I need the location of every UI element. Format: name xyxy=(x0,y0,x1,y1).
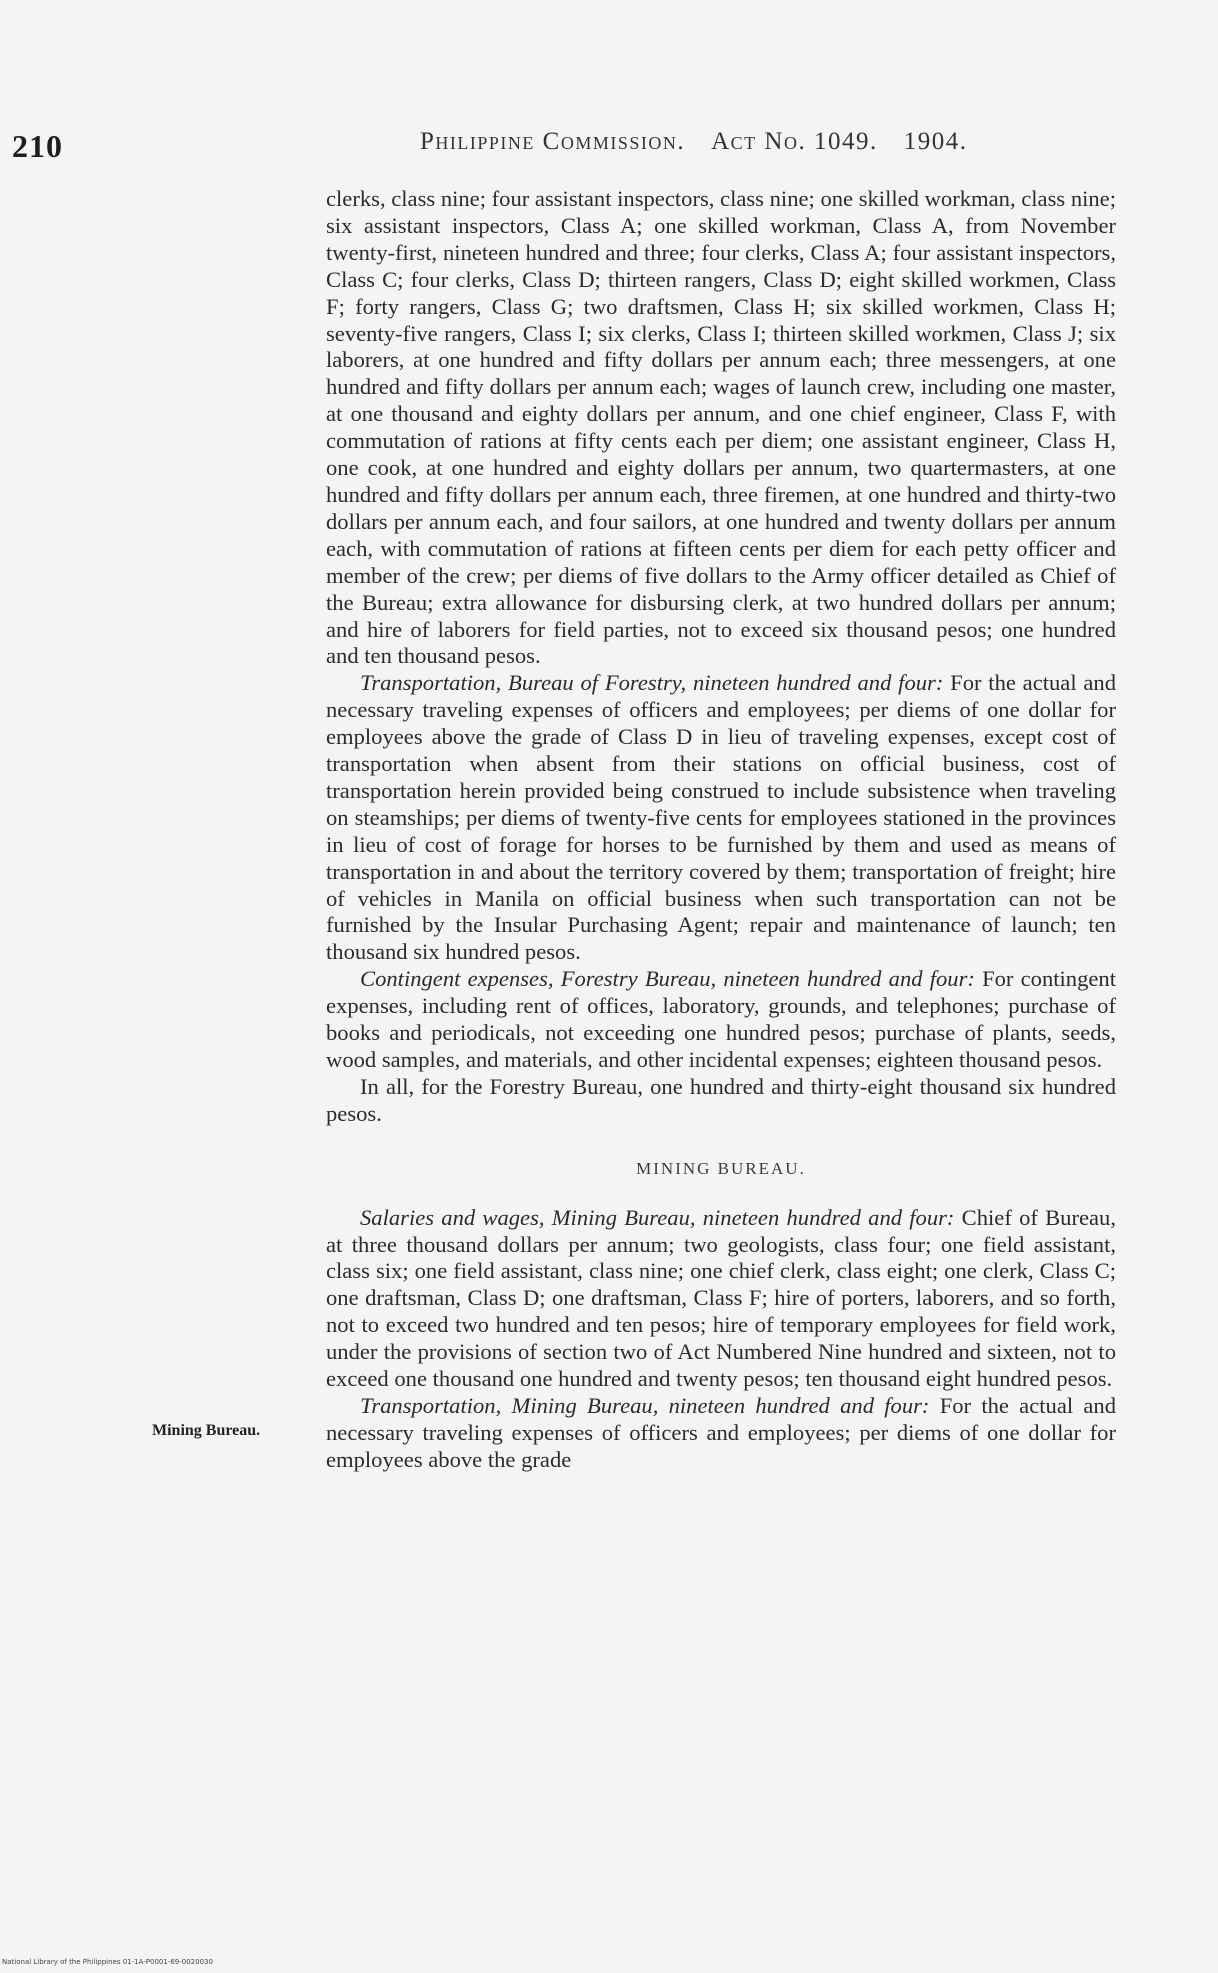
paragraph-forestry-transportation xyxy=(326,670,1116,966)
paragraph-title: Contingent expenses, Forestry Bureau, nineteen hundred and four: xyxy=(360,966,975,992)
paragraph-forestry-contingent xyxy=(326,966,1116,1074)
paragraph-mining-transportation xyxy=(326,1393,1116,1474)
paragraph-mining-salaries xyxy=(326,1205,1116,1393)
paragraph-body: For the actual and necessary traveling expenses of officers and employees; per diems of one dollar for employees above the grade xyxy=(326,1392,1116,1472)
margin-note-mining-bureau: Mining Bureau. xyxy=(152,1422,261,1439)
paragraph-title: Transportation, Bureau of Forestry, nineteen hundred and four: xyxy=(360,670,944,696)
year: 1904. xyxy=(903,128,968,155)
paragraph-title: Transportation, Mining Bureau, nineteen hundred and four: xyxy=(360,1392,930,1418)
paragraph-body: For the actual and necessary traveling expenses of officers and employees; per diems of one dollar for employees above the grade of Class D in lieu of traveling expenses, except cost of transportation when absent from their stations on official business, cost of transportation herein provided being construed to include subsistence when traveling on steamships; per diems of twenty-five cents for employees stationed in the provinces in lieu of cost of forage for horses to be furnished by them and used as means of transportation in and about the territory covered by them; transportation of freight; hire of vehicles in Manila on official business when such transportation can not be furnished by the Insular Purchasing Agent; repair and maintenance of launch; ten thousand six hundred pesos. xyxy=(326,670,1116,965)
publication-title: Philippine Commission. xyxy=(420,128,686,155)
running-head xyxy=(420,128,967,156)
section-heading-mining-bureau: MINING BUREAU. xyxy=(636,1158,806,1178)
page-number: 210 xyxy=(12,128,63,164)
body-text xyxy=(326,186,1116,1474)
act-number: Act No. 1049. xyxy=(711,128,878,155)
paragraph-salaries-continued: clerks, class nine; four assistant inspectors, class nine; one skilled workman, class nine; six assistant inspectors, Class A; one skilled workman, Class A, from November twenty-first, nineteen hundred and three; four clerks, Class A; four assistant inspectors, Class C; four clerks, Class D; thirteen rangers, Class D; eight skilled workmen, Class F; forty rangers, Class G; two draftsmen, Class H; six skilled workmen, Class H; seventy-five rangers, Class I; six clerks, Class I; thirteen skilled workmen, Class J; six laborers, at one hundred and fifty dollars per annum each; three messengers, at one hundred and fifty dollars per annum each; wages of launch crew, including one master, at one thousand and eighty dollars per annum, and one chief engineer, Class F, with commutation of rations at fifty cents each per diem; one assistant engineer, Class H, one cook, at one hundred and eighty dollars per annum, two quartermasters, at one hundred and fifty dollars per annum each, three firemen, at one hundred and thirty-two dollars per annum each, and four sailors, at one hundred and twenty dollars per annum each, with commutation of rations at fifteen cents per diem for each petty officer and member of the crew; per diems of five dollars to the Army officer detailed as Chief of the Bureau; extra allowance for disbursing clerk, at two hundred dollars per annum; and hire of laborers for field parties, not to exceed six thousand pesos; one hundred and ten thousand pesos. xyxy=(326,186,1116,669)
paragraph-body: Chief of Bureau, at three thousand dollars per annum; two geologists, class four; one field assistant, class six; one field assistant, class nine; one chief clerk, class eight; one clerk, Class C; one draftsman, Class D; one draftsman, Class F; hire of porters, laborers, and so forth, not to exceed two hundred and ten pesos; hire of temporary employees for field work, under the provisions of section two of Act Numbered Nine hundred and sixteen, not to exceed one thousand one hundred and twenty pesos; ten thousand eight hundred pesos. xyxy=(326,1204,1116,1392)
library-stamp: National Library of the Philippines 01-1A-P0001-69-0020030 xyxy=(2,1958,213,1966)
paragraph-forestry-total: In all, for the Forestry Bureau, one hundred and thirty-eight thousand six hundred pesos. xyxy=(326,1073,1116,1126)
paragraph-title: Salaries and wages, Mining Bureau, nineteen hundred and four: xyxy=(360,1204,955,1230)
paragraph-body: For contingent expenses, including rent of offices, laboratory, grounds, and telephones; purchase of books and periodicals, not exceeding one hundred pesos; purchase of plants, seeds, wood samples, and materials, and other incidental expenses; eighteen thousand pesos. xyxy=(326,966,1117,1072)
